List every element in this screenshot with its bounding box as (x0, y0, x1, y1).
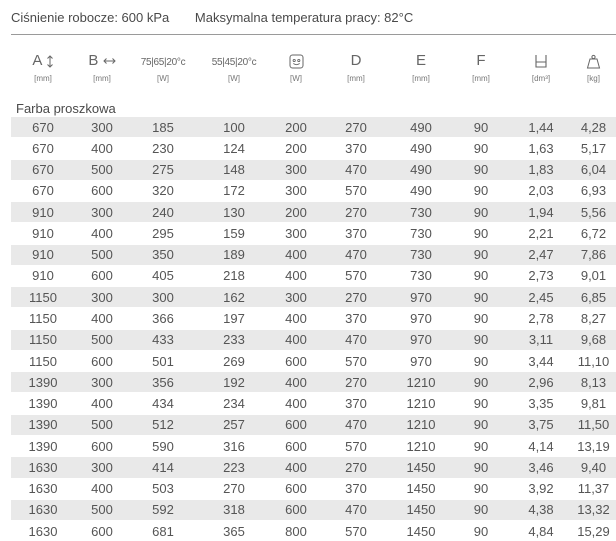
cell-power-55: 223 (197, 457, 271, 478)
cell-radiator-power: 600 (271, 435, 321, 456)
cell-radiator-power: 200 (271, 202, 321, 223)
cell-power-75: 592 (129, 499, 197, 520)
cell-weight: 13,32 (571, 499, 616, 520)
cell-d: 570 (321, 350, 391, 371)
cell-radiator-power: 400 (271, 372, 321, 393)
cell-f: 90 (451, 159, 511, 180)
cell-d: 570 (321, 265, 391, 286)
cell-d: 370 (321, 223, 391, 244)
cell-weight: 8,27 (571, 308, 616, 329)
col-power-75-unit: [W] (157, 74, 169, 83)
cell-b: 600 (75, 521, 129, 541)
cell-d: 370 (321, 138, 391, 159)
cell-power-55: 318 (197, 499, 271, 520)
cell-f: 90 (451, 287, 511, 308)
table-row (11, 180, 616, 201)
cell-b: 500 (75, 159, 129, 180)
table-row (11, 287, 616, 308)
cell-b: 600 (75, 435, 129, 456)
group-row (11, 96, 616, 117)
cell-e: 970 (391, 287, 451, 308)
cell-b: 500 (75, 414, 129, 435)
cell-power-55: 148 (197, 159, 271, 180)
col-f-symbol: F (476, 52, 486, 69)
cell-radiator-power: 400 (271, 265, 321, 286)
cell-d: 270 (321, 202, 391, 223)
cell-a: 1630 (11, 478, 75, 499)
cell-a: 1390 (11, 435, 75, 456)
cell-d: 370 (321, 308, 391, 329)
cell-radiator-power: 400 (271, 308, 321, 329)
cell-b: 300 (75, 202, 129, 223)
cell-b: 600 (75, 265, 129, 286)
radiator-icon (289, 52, 304, 69)
table-row (11, 265, 616, 286)
weight-icon (586, 52, 601, 69)
cell-a: 1150 (11, 329, 75, 350)
cell-weight: 4,28 (571, 117, 616, 138)
col-a-symbol: A (32, 52, 42, 69)
cell-f: 90 (451, 435, 511, 456)
working-pressure-text: Ciśnienie robocze: 600 kPa (11, 10, 170, 25)
cell-b: 300 (75, 457, 129, 478)
table-row (11, 244, 616, 265)
table-row (11, 223, 616, 244)
cell-volume: 4,38 (511, 499, 571, 520)
cell-f: 90 (451, 223, 511, 244)
cell-e: 970 (391, 329, 451, 350)
cell-a: 670 (11, 138, 75, 159)
table-row (11, 414, 616, 435)
cell-e: 1450 (391, 499, 451, 520)
cell-radiator-power: 300 (271, 159, 321, 180)
col-e-symbol: E (415, 52, 426, 69)
cell-b: 300 (75, 372, 129, 393)
header-divider (11, 34, 616, 35)
cell-power-75: 356 (129, 372, 197, 393)
cell-power-55: 197 (197, 308, 271, 329)
cell-b: 600 (75, 180, 129, 201)
table-row (11, 435, 616, 456)
col-power-55-symbol: 55|45|20°c (211, 57, 257, 68)
cell-e: 490 (391, 159, 451, 180)
cell-volume: 1,83 (511, 159, 571, 180)
cell-d: 470 (321, 329, 391, 350)
cell-radiator-power: 300 (271, 180, 321, 201)
cell-volume: 1,94 (511, 202, 571, 223)
cell-power-55: 162 (197, 287, 271, 308)
cell-f: 90 (451, 393, 511, 414)
cell-weight: 5,17 (571, 138, 616, 159)
cell-e: 730 (391, 265, 451, 286)
cell-power-55: 365 (197, 521, 271, 541)
cell-weight: 9,68 (571, 329, 616, 350)
cell-power-55: 124 (197, 138, 271, 159)
col-header-power-75 (129, 36, 197, 96)
col-header-d (321, 36, 391, 96)
cell-volume: 3,35 (511, 393, 571, 414)
cell-a: 910 (11, 223, 75, 244)
col-header-power-55 (197, 36, 271, 96)
col-a-unit: [mm] (34, 74, 52, 83)
col-f-unit: [mm] (472, 74, 490, 83)
cell-power-75: 405 (129, 265, 197, 286)
cell-a: 910 (11, 265, 75, 286)
cell-power-55: 100 (197, 117, 271, 138)
cell-radiator-power: 200 (271, 117, 321, 138)
cell-d: 570 (321, 521, 391, 541)
cell-f: 90 (451, 265, 511, 286)
cell-weight: 8,13 (571, 372, 616, 393)
col-e-unit: [mm] (412, 74, 430, 83)
group-label: Farba proszkowa (16, 101, 116, 116)
cell-power-75: 434 (129, 393, 197, 414)
cell-a: 670 (11, 117, 75, 138)
cell-a: 1630 (11, 457, 75, 478)
cell-e: 730 (391, 202, 451, 223)
cell-volume: 3,11 (511, 329, 571, 350)
cell-volume: 4,14 (511, 435, 571, 456)
table-header-row (11, 36, 616, 96)
cell-a: 910 (11, 202, 75, 223)
cell-weight: 9,01 (571, 265, 616, 286)
cell-b: 400 (75, 393, 129, 414)
cell-volume: 3,92 (511, 478, 571, 499)
cell-f: 90 (451, 372, 511, 393)
cell-power-75: 240 (129, 202, 197, 223)
cell-f: 90 (451, 414, 511, 435)
cell-e: 490 (391, 180, 451, 201)
col-b-symbol: B (88, 52, 99, 69)
cell-power-75: 501 (129, 350, 197, 371)
table-row (11, 308, 616, 329)
cell-power-55: 269 (197, 350, 271, 371)
max-temperature-text: Maksymalna temperatura pracy: 82°C (194, 10, 414, 25)
cell-power-75: 414 (129, 457, 197, 478)
cell-weight: 5,56 (571, 202, 616, 223)
water-volume-icon (534, 52, 548, 69)
cell-d: 270 (321, 287, 391, 308)
col-weight-unit: [kg] (587, 74, 600, 83)
cell-b: 600 (75, 350, 129, 371)
cell-power-55: 189 (197, 244, 271, 265)
cell-power-75: 503 (129, 478, 197, 499)
cell-f: 90 (451, 499, 511, 520)
cell-volume: 4,84 (511, 521, 571, 541)
col-radiator-unit: [W] (290, 74, 302, 83)
cell-power-75: 433 (129, 329, 197, 350)
cell-volume: 2,03 (511, 180, 571, 201)
table-row (11, 117, 616, 138)
col-header-e (391, 36, 451, 96)
cell-power-75: 350 (129, 244, 197, 265)
cell-radiator-power: 200 (271, 138, 321, 159)
cell-d: 570 (321, 435, 391, 456)
cell-b: 300 (75, 117, 129, 138)
table-row (11, 202, 616, 223)
cell-e: 490 (391, 138, 451, 159)
cell-radiator-power: 400 (271, 393, 321, 414)
cell-b: 400 (75, 308, 129, 329)
cell-e: 1450 (391, 478, 451, 499)
cell-e: 970 (391, 350, 451, 371)
cell-e: 490 (391, 117, 451, 138)
cell-a: 1390 (11, 414, 75, 435)
cell-a: 670 (11, 159, 75, 180)
cell-volume: 2,96 (511, 372, 571, 393)
cell-e: 1210 (391, 372, 451, 393)
cell-power-75: 512 (129, 414, 197, 435)
cell-b: 500 (75, 244, 129, 265)
cell-weight: 7,86 (571, 244, 616, 265)
cell-weight: 6,72 (571, 223, 616, 244)
cell-weight: 9,81 (571, 393, 616, 414)
cell-e: 970 (391, 308, 451, 329)
cell-a: 1630 (11, 521, 75, 541)
cell-weight: 6,85 (571, 287, 616, 308)
cell-radiator-power: 600 (271, 350, 321, 371)
cell-d: 270 (321, 372, 391, 393)
cell-power-55: 192 (197, 372, 271, 393)
cell-radiator-power: 600 (271, 478, 321, 499)
cell-f: 90 (451, 329, 511, 350)
cell-weight: 9,40 (571, 457, 616, 478)
cell-power-75: 295 (129, 223, 197, 244)
cell-volume: 1,63 (511, 138, 571, 159)
cell-radiator-power: 600 (271, 414, 321, 435)
cell-a: 910 (11, 244, 75, 265)
col-d-unit: [mm] (347, 74, 365, 83)
cell-volume: 3,44 (511, 350, 571, 371)
cell-e: 1210 (391, 393, 451, 414)
cell-a: 670 (11, 180, 75, 201)
table-row (11, 372, 616, 393)
cell-f: 90 (451, 478, 511, 499)
table-row (11, 393, 616, 414)
cell-d: 470 (321, 159, 391, 180)
cell-e: 1450 (391, 457, 451, 478)
cell-power-75: 681 (129, 521, 197, 541)
cell-weight: 11,37 (571, 478, 616, 499)
cell-power-75: 366 (129, 308, 197, 329)
cell-f: 90 (451, 117, 511, 138)
cell-a: 1630 (11, 499, 75, 520)
cell-weight: 11,50 (571, 414, 616, 435)
cell-e: 730 (391, 223, 451, 244)
cell-volume: 2,78 (511, 308, 571, 329)
cell-b: 500 (75, 329, 129, 350)
cell-weight: 11,10 (571, 350, 616, 371)
spec-info-line (11, 10, 413, 25)
cell-d: 370 (321, 478, 391, 499)
cell-f: 90 (451, 308, 511, 329)
cell-power-75: 185 (129, 117, 197, 138)
cell-radiator-power: 300 (271, 223, 321, 244)
cell-power-55: 234 (197, 393, 271, 414)
cell-f: 90 (451, 350, 511, 371)
cell-power-75: 230 (129, 138, 197, 159)
cell-power-55: 316 (197, 435, 271, 456)
table-row (11, 499, 616, 520)
cell-d: 470 (321, 414, 391, 435)
cell-f: 90 (451, 180, 511, 201)
cell-a: 1150 (11, 350, 75, 371)
cell-b: 400 (75, 223, 129, 244)
cell-volume: 2,45 (511, 287, 571, 308)
table-row (11, 159, 616, 180)
cell-weight: 6,04 (571, 159, 616, 180)
cell-radiator-power: 600 (271, 499, 321, 520)
col-header-radiator (271, 36, 321, 96)
table-row (11, 521, 616, 541)
cell-d: 270 (321, 457, 391, 478)
cell-power-75: 300 (129, 287, 197, 308)
height-arrow-icon (46, 52, 54, 69)
cell-a: 1390 (11, 372, 75, 393)
cell-radiator-power: 400 (271, 457, 321, 478)
cell-radiator-power: 400 (271, 329, 321, 350)
cell-power-75: 275 (129, 159, 197, 180)
cell-a: 1150 (11, 308, 75, 329)
cell-d: 370 (321, 393, 391, 414)
cell-power-55: 218 (197, 265, 271, 286)
cell-e: 730 (391, 244, 451, 265)
cell-d: 470 (321, 499, 391, 520)
col-volume-unit: [dm³] (531, 74, 551, 83)
cell-power-55: 233 (197, 329, 271, 350)
cell-power-55: 257 (197, 414, 271, 435)
cell-e: 1210 (391, 414, 451, 435)
cell-power-75: 320 (129, 180, 197, 201)
cell-power-55: 130 (197, 202, 271, 223)
cell-power-55: 270 (197, 478, 271, 499)
cell-a: 1390 (11, 393, 75, 414)
cell-volume: 3,46 (511, 457, 571, 478)
table-row (11, 457, 616, 478)
cell-f: 90 (451, 244, 511, 265)
cell-radiator-power: 800 (271, 521, 321, 541)
col-power-55-unit: [W] (228, 74, 240, 83)
col-header-b (75, 36, 129, 96)
cell-f: 90 (451, 202, 511, 223)
cell-power-55: 159 (197, 223, 271, 244)
cell-f: 90 (451, 138, 511, 159)
cell-b: 400 (75, 478, 129, 499)
cell-volume: 2,73 (511, 265, 571, 286)
col-header-f (451, 36, 511, 96)
cell-f: 90 (451, 457, 511, 478)
cell-power-75: 590 (129, 435, 197, 456)
cell-b: 500 (75, 499, 129, 520)
cell-d: 270 (321, 117, 391, 138)
cell-power-55: 172 (197, 180, 271, 201)
cell-b: 300 (75, 287, 129, 308)
col-header-volume (511, 36, 571, 96)
col-header-weight (571, 36, 616, 96)
col-b-unit: [mm] (93, 74, 111, 83)
table-row (11, 329, 616, 350)
table-row (11, 478, 616, 499)
cell-volume: 2,47 (511, 244, 571, 265)
radiator-spec-table (11, 36, 616, 541)
col-power-75-symbol: 75|65|20°c (140, 57, 186, 68)
cell-d: 570 (321, 180, 391, 201)
col-d-symbol: D (350, 52, 362, 69)
cell-radiator-power: 400 (271, 244, 321, 265)
cell-volume: 3,75 (511, 414, 571, 435)
cell-weight: 13,19 (571, 435, 616, 456)
cell-a: 1150 (11, 287, 75, 308)
table-row (11, 138, 616, 159)
cell-b: 400 (75, 138, 129, 159)
cell-e: 1450 (391, 521, 451, 541)
cell-d: 470 (321, 244, 391, 265)
cell-volume: 1,44 (511, 117, 571, 138)
cell-f: 90 (451, 521, 511, 541)
width-arrow-icon (103, 52, 116, 69)
table-row (11, 350, 616, 371)
cell-volume: 2,21 (511, 223, 571, 244)
cell-e: 1210 (391, 435, 451, 456)
cell-radiator-power: 300 (271, 287, 321, 308)
cell-weight: 15,29 (571, 521, 616, 541)
col-header-a (11, 36, 75, 96)
cell-weight: 6,93 (571, 180, 616, 201)
